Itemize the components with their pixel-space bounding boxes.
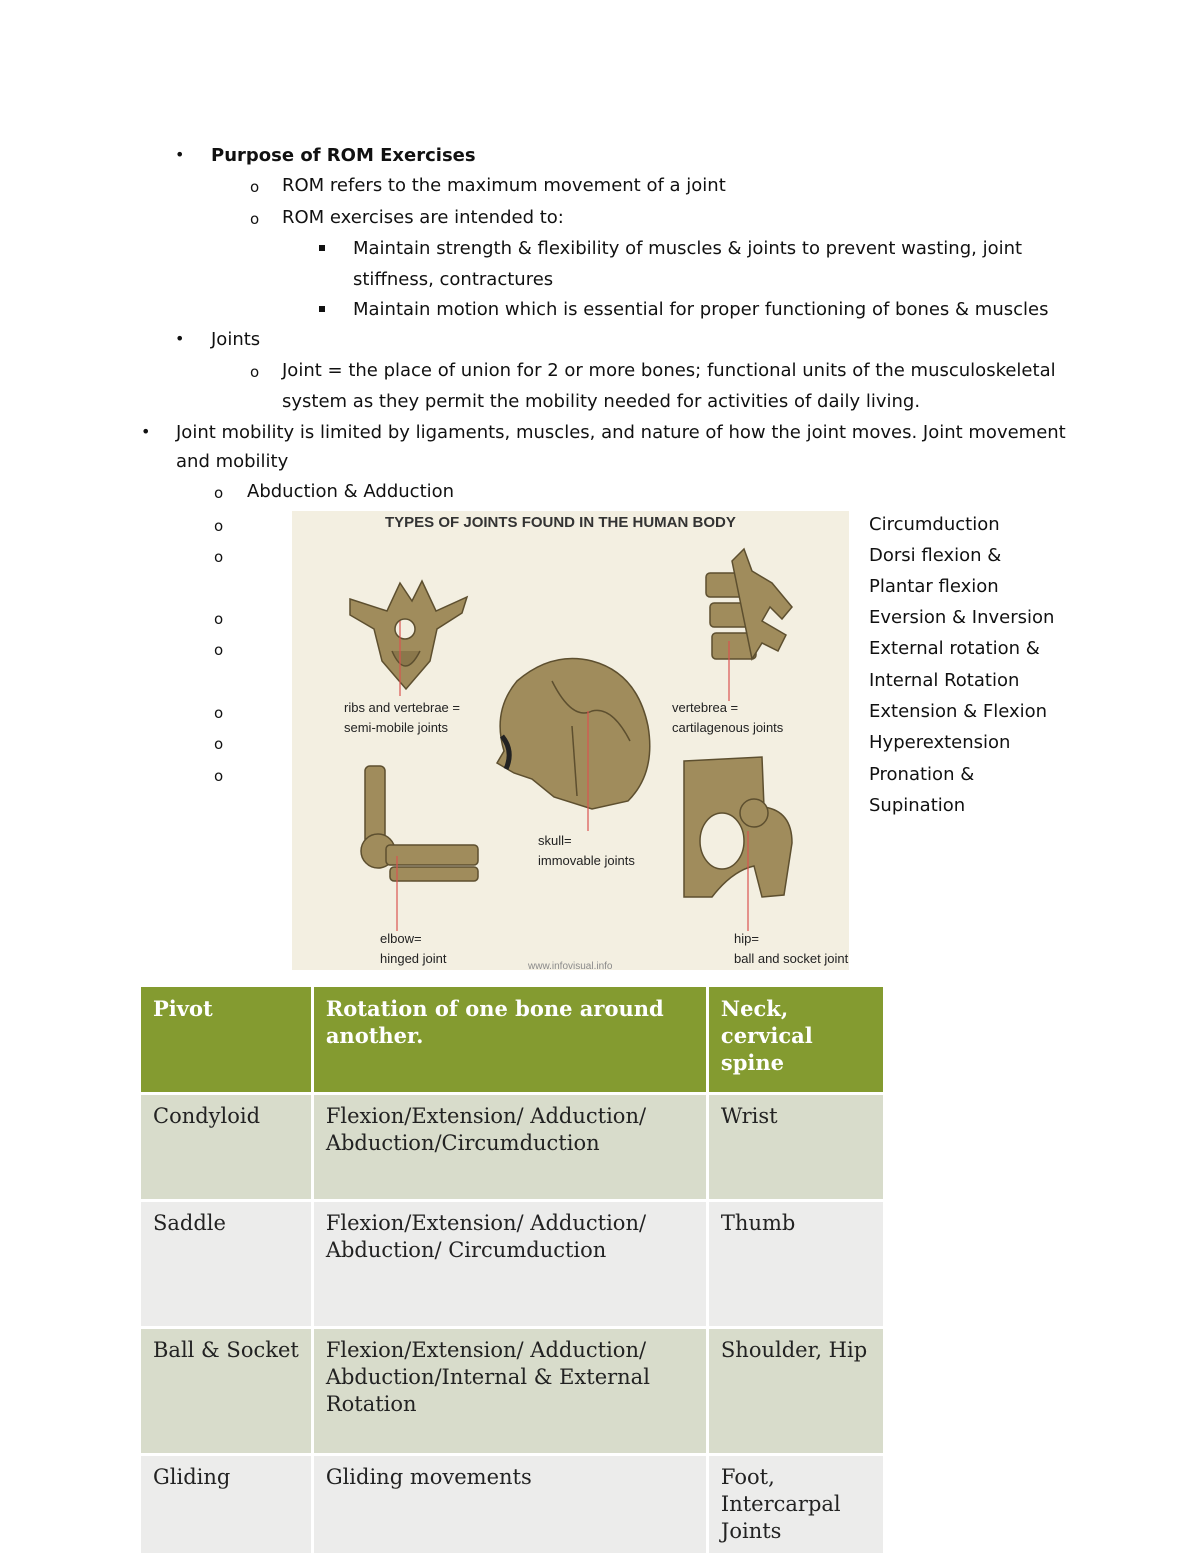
table-cell: Flexion/Extension/ Adduction/ Abduction/ Circumduction — [314, 1202, 706, 1326]
table-cell: Foot, Intercarpal Joints — [709, 1456, 883, 1553]
maintain-motion: Maintain motion which is essential for proper functioning of bones & muscles — [353, 299, 1049, 320]
sub-bullet-icon: o — [214, 484, 224, 502]
rom-definition: ROM refers to the maximum movement of a joint — [282, 175, 726, 196]
elbow-label-2: hinged joint — [380, 951, 447, 966]
movement-item: Pronation & — [869, 764, 975, 785]
movement-item: Extension & Flexion — [869, 701, 1048, 722]
square-bullet-icon — [319, 306, 325, 312]
table-row — [141, 1095, 883, 1199]
figure-title: TYPES OF JOINTS FOUND IN THE HUMAN BODY — [385, 514, 736, 531]
figure-watermark: www.infovisual.info — [528, 961, 613, 970]
joints-heading: Joints — [211, 329, 261, 350]
skull-drawing — [497, 659, 650, 810]
sub-bullet-icon: o — [214, 767, 224, 785]
sub-bullet-icon: o — [214, 610, 224, 628]
hip-label-1: hip= — [734, 931, 759, 946]
sub-bullet-icon: o — [214, 548, 224, 566]
sub-bullet-icon: o — [250, 363, 260, 381]
sub-bullet-icon: o — [214, 641, 224, 659]
movement-item: Hyperextension — [869, 732, 1011, 753]
rom-intended: ROM exercises are intended to: — [282, 207, 564, 228]
maintain-strength-line-1: Maintain strength & flexibility of muscles & joints to prevent wasting, joint — [353, 238, 1023, 259]
table-cell: Gliding — [141, 1456, 311, 1553]
vertebra-drawing — [350, 581, 467, 689]
abduction-adduction: Abduction & Adduction — [247, 481, 455, 502]
movement-item: Dorsi flexion & — [869, 545, 1002, 566]
table-cell: Shoulder, Hip — [709, 1329, 883, 1453]
table-cell: Flexion/Extension/ Adduction/ Abduction/Internal & External Rotation — [314, 1329, 706, 1453]
bullet-icon: • — [141, 422, 151, 441]
table-cell: Saddle — [141, 1202, 311, 1326]
ribs-label-2: semi-mobile joints — [344, 720, 449, 735]
table-cell: Thumb — [709, 1202, 883, 1326]
sub-bullet-icon: o — [214, 735, 224, 753]
table-cell: Condyloid — [141, 1095, 311, 1199]
mobility-line-2: and mobility — [176, 451, 289, 472]
movement-item: Eversion & Inversion — [869, 607, 1055, 628]
sub-bullet-icon: o — [250, 178, 260, 196]
sub-bullet-icon: o — [214, 517, 224, 535]
joint-types-table — [138, 984, 886, 1556]
elbow-label-1: elbow= — [380, 931, 422, 946]
table-cell: Wrist — [709, 1095, 883, 1199]
skull-label-2: immovable joints — [538, 853, 635, 868]
movement-item: Circumduction — [869, 514, 1000, 535]
table-header-cell: Neck, cervical spine — [709, 987, 883, 1092]
sub-bullet-icon: o — [250, 210, 260, 228]
skull-label-1: skull= — [538, 833, 572, 848]
purpose-heading: Purpose of ROM Exercises — [211, 145, 476, 166]
table-header-cell: Rotation of one bone around another. — [314, 987, 706, 1092]
table-cell: Gliding movements — [314, 1456, 706, 1553]
movement-item: Internal Rotation — [869, 670, 1020, 691]
joint-definition-line-1: Joint = the place of union for 2 or more bones; functional units of the musculoskeletal — [282, 360, 1056, 381]
hip-drawing — [684, 757, 792, 897]
table-cell: Ball & Socket — [141, 1329, 311, 1453]
table-row — [141, 1456, 883, 1553]
joints-figure — [292, 511, 849, 970]
table-header-cell: Pivot — [141, 987, 311, 1092]
square-bullet-icon — [319, 245, 325, 251]
vertebrae-label-1: vertebrea = — [672, 700, 739, 715]
joint-definition-line-2: system as they permit the mobility needed for activities of daily living. — [282, 391, 921, 412]
movement-item: Plantar flexion — [869, 576, 999, 597]
bullet-icon: • — [175, 145, 185, 164]
table-row — [141, 1202, 883, 1326]
vertebrae-label-2: cartilagenous joints — [672, 720, 784, 735]
maintain-strength-line-2: stiffness, contractures — [353, 269, 554, 290]
table-row — [141, 1329, 883, 1453]
hip-label-2: ball and socket joint — [734, 951, 849, 966]
table-header-row — [141, 987, 883, 1092]
ribs-label-1: ribs and vertebrae = — [344, 700, 460, 715]
sub-bullet-icon: o — [214, 704, 224, 722]
mobility-line-1: Joint mobility is limited by ligaments, muscles, and nature of how the joint moves. Joint movement — [176, 422, 1066, 443]
table-cell: Flexion/Extension/ Adduction/ Abduction/Circumduction — [314, 1095, 706, 1199]
movement-item: External rotation & — [869, 638, 1040, 659]
spine-drawing — [706, 549, 792, 659]
elbow-drawing — [361, 766, 478, 881]
bullet-icon: • — [175, 329, 185, 348]
movement-item: Supination — [869, 795, 966, 816]
